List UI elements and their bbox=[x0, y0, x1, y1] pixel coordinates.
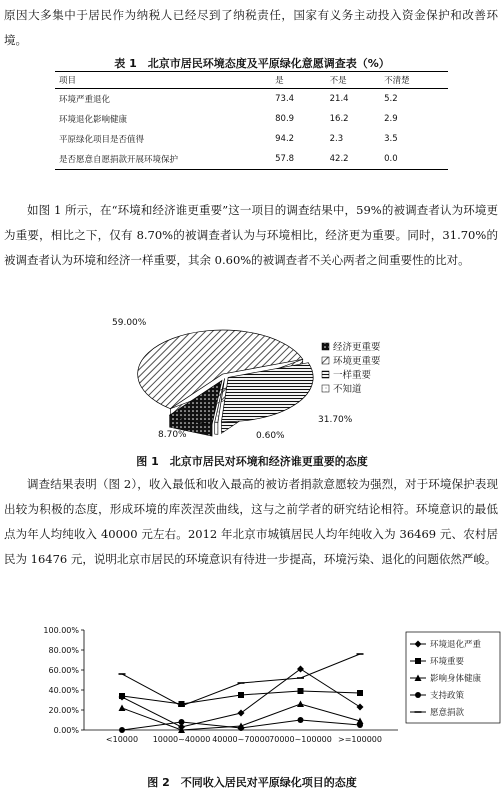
table-header-row bbox=[55, 72, 448, 89]
figure1-caption: 图 1 北京市居民对环境和经济谁更重要的态度 bbox=[136, 455, 368, 468]
table-cell: 57.8 bbox=[271, 149, 326, 170]
legend-label: 环境退化严重 bbox=[430, 640, 482, 650]
legend-label: 愿意捐款 bbox=[430, 708, 465, 718]
table-cell: 环境退化影响健康 bbox=[59, 115, 128, 125]
data-point bbox=[238, 710, 245, 717]
data-point bbox=[357, 704, 364, 711]
x-tick-label: >=100000 bbox=[338, 735, 382, 744]
data-point bbox=[179, 719, 185, 725]
data-point bbox=[119, 705, 126, 712]
legend-swatch bbox=[322, 385, 329, 392]
table-cell: 2.9 bbox=[384, 114, 398, 124]
table1-caption: 表 1 北京市居民环境态度及平原绿化意愿调查表（%） bbox=[114, 57, 390, 70]
x-tick-label: <10000 bbox=[105, 735, 139, 744]
table-cell: 3.5 bbox=[384, 134, 398, 144]
legend-swatch bbox=[322, 343, 329, 350]
pie-data-label: 59.00% bbox=[112, 318, 147, 328]
legend-label: 经济更重要 bbox=[333, 342, 381, 353]
data-point bbox=[357, 690, 363, 696]
legend-label: 环境更重要 bbox=[333, 356, 381, 367]
table-cell: 73.4 bbox=[275, 94, 295, 104]
table-cell: 16.2 bbox=[329, 114, 349, 124]
legend-label: 支持政策 bbox=[430, 691, 465, 701]
intro-paragraph: 原因大多集中于居民作为纳税人已经尽到了纳税责任，国家有义务主动投入资金保护和改善环境。 bbox=[4, 8, 498, 47]
table-cell: 80.9 bbox=[275, 114, 295, 124]
pie-slice-side bbox=[215, 422, 218, 434]
data-point bbox=[357, 722, 363, 728]
paragraph-figure1: 如图 1 所示，在“环境和经济谁更重要”这一项目的调查结果中，59%的被调查者认为环境更为重要，相比之下，仅有 8.70%的被调查者认为与环境相比，经济更为重要。同时，31.70%的被调查者认为环境和经济一样重要，其余 0.60%的被调查者不关心两者之间重要性的比对。 bbox=[4, 203, 498, 267]
data-point bbox=[238, 692, 244, 698]
table-row bbox=[55, 149, 448, 170]
pie-data-label: 8.70% bbox=[158, 430, 187, 440]
x-tick-label: 40000~70000 bbox=[212, 735, 270, 744]
table-header-cell: 不是 bbox=[326, 72, 381, 89]
figure2-caption: 图 2 不同收入居民对平原绿化项目的态度 bbox=[147, 776, 357, 789]
table-header-cell: 项目 bbox=[55, 72, 271, 89]
x-tick-label: 10000~40000 bbox=[152, 735, 211, 744]
y-tick-label: 80.00% bbox=[48, 646, 79, 655]
table-header-cell: 不清楚 bbox=[380, 72, 448, 89]
pie-chart bbox=[0, 310, 504, 450]
table-cell: 2.3 bbox=[329, 134, 344, 144]
data-point bbox=[298, 688, 304, 694]
y-tick-label: 100.00% bbox=[43, 626, 79, 635]
legend-label: 影响身体健康 bbox=[430, 674, 482, 684]
table-cell: 5.2 bbox=[384, 94, 398, 104]
data-point bbox=[119, 693, 125, 699]
legend-swatch bbox=[322, 371, 329, 378]
table-cell: 是否愿意自愿捐款开展环境保护 bbox=[55, 149, 271, 170]
pie-data-label: 31.70% bbox=[318, 415, 353, 425]
line-chart bbox=[0, 620, 504, 760]
data-point bbox=[238, 725, 244, 731]
table-cell: 环境严重退化 bbox=[59, 95, 111, 105]
table-cell: 94.2 bbox=[275, 134, 295, 144]
data-point bbox=[415, 692, 421, 698]
table-cell: 平原绿化项目是否值得 bbox=[59, 135, 145, 145]
data-point bbox=[298, 717, 304, 723]
legend-label: 一样重要 bbox=[333, 370, 372, 381]
series-line bbox=[122, 654, 360, 706]
table-row bbox=[55, 109, 448, 129]
data-point bbox=[297, 701, 304, 708]
table1 bbox=[55, 71, 448, 170]
paragraph-figure2: 调查结果表明（图 2），收入最低和收入最高的被访者捐款意愿较为强烈，对于环境保护表现出较为积极的态度，形成环境的库茨涅茨曲线，这与之前学者的研究结论相符。环境意识的最低点为年人均纯收入 40000 元左右。2012 年北京市城镇居民人均年纯收入为 36469 元、农村居民为 16476 元，说明北京市居民的环境意识有待进一步提高，环境污染、退化的问题依然严峻。 bbox=[4, 477, 498, 566]
data-point bbox=[297, 666, 304, 673]
table-row bbox=[55, 89, 448, 110]
table-header-cell: 是 bbox=[271, 72, 326, 89]
y-tick-label: 0.00% bbox=[53, 726, 79, 735]
y-tick-label: 20.00% bbox=[48, 706, 79, 715]
y-tick-label: 40.00% bbox=[48, 686, 79, 695]
legend-label: 不知道 bbox=[333, 384, 362, 395]
data-point bbox=[415, 658, 421, 664]
y-tick-label: 60.00% bbox=[48, 666, 79, 675]
table-cell: 21.4 bbox=[329, 94, 349, 104]
data-point bbox=[119, 727, 125, 733]
table-row bbox=[55, 129, 448, 149]
x-tick-label: 70000~100000 bbox=[269, 735, 332, 744]
table-cell: 0.0 bbox=[380, 149, 448, 170]
legend-swatch bbox=[322, 357, 329, 364]
legend-label: 环境重要 bbox=[430, 657, 465, 667]
pie-data-label: 0.60% bbox=[256, 431, 285, 441]
table-cell: 42.2 bbox=[326, 149, 381, 170]
